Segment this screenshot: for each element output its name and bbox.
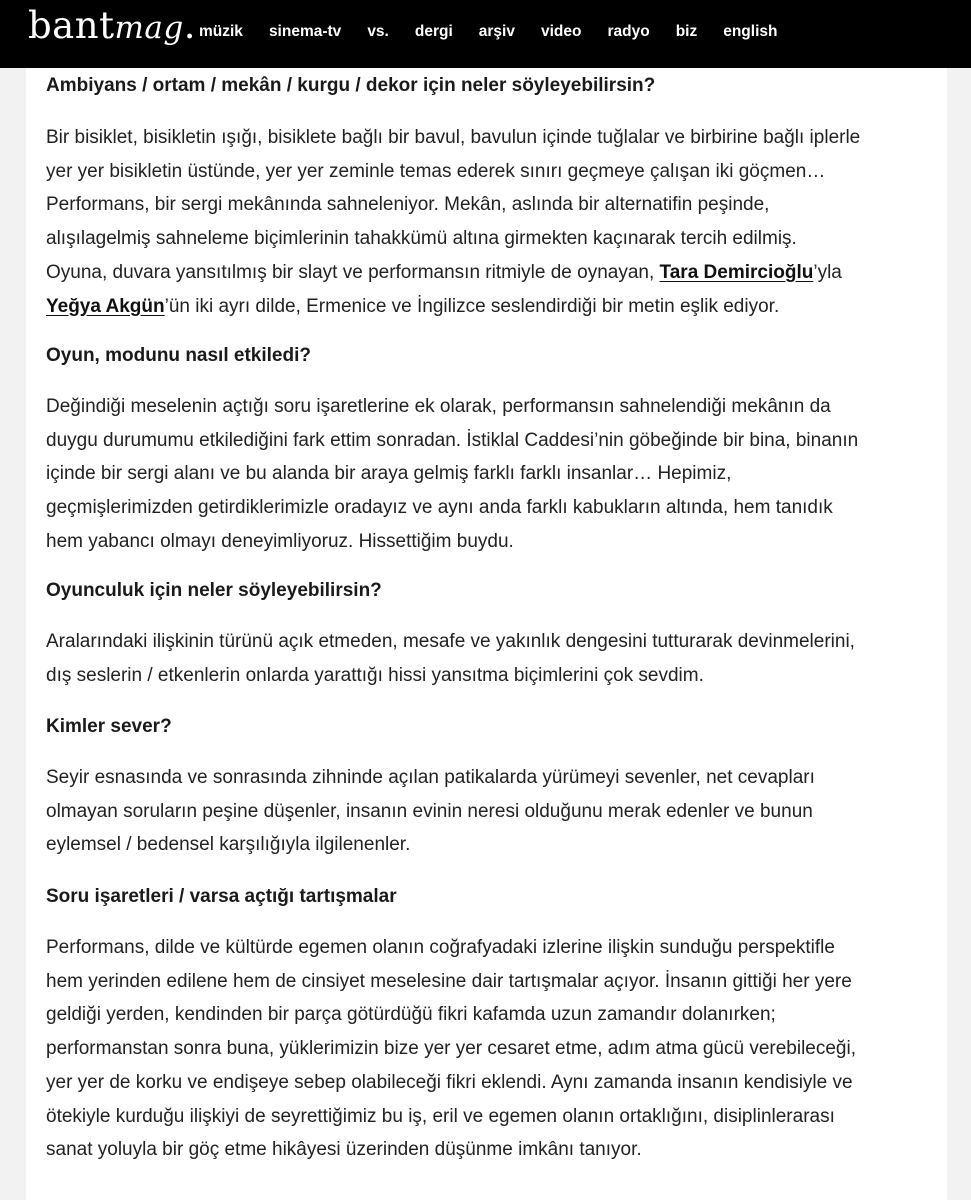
answer-line: Bir bisiklet, bisikletin ışığı, bisiklete bağlı bir bavul, bavulun içinde tuğlalar ve birbirine bağlı iplerle [46, 127, 861, 148]
answer-text: ’ün iki ayrı dilde, Ermenice ve İngilizce seslendirdiği bir metin eşlik ediyor. [164, 295, 780, 317]
answer-line: geldiği yerden, kendinden bir parça götürdüğü fikri kafamda uzun zamandır dolanırken; [46, 1004, 776, 1026]
answer-line: yer yer de korku ve endişeye sebep olabileceği fikri eklendi. Aynı zamanda insanın kendisiyle ve [46, 1071, 853, 1093]
nav-item-dergi[interactable]: dergi [414, 23, 453, 40]
nav-item-muzik[interactable]: müzik [199, 23, 243, 40]
nav-item-video[interactable]: video [540, 23, 582, 40]
answer-line: geçmişlerimizden getirdiklerimizle oradayız ve aynı anda farklı kabukların altında, hem tanıdık [46, 497, 833, 519]
nav-item-arsiv[interactable]: arşiv [478, 23, 515, 40]
answer-oyunculuk [46, 625, 855, 692]
nav-item-biz[interactable]: biz [675, 23, 698, 40]
question-kimler-sever: Kimler sever? [46, 716, 172, 737]
link-yegya-akgun[interactable]: Yeğya Akgün [46, 295, 165, 317]
question-oyunculuk: Oyunculuk için neler söyleyebilirsin? [46, 580, 382, 601]
answer-line: performanstan sonra buna, yüklerimizin bize yer yer cesaret etme, adım atma gücü verebileceği, [46, 1038, 856, 1060]
answer-line [46, 290, 860, 324]
answer-line: Seyir esnasında ve sonrasında zihninde açılan patikalarda yürümeyi sevenler, net cevapları [46, 767, 815, 788]
answer-line: duygu durumumu etkilediğini fark ettim sonradan. İstiklal Caddesi’nin göbeğinde bir bina, binanın [46, 429, 859, 451]
answer-line: eylemsel / bedensel karşılığıyla ilgilenenler. [46, 834, 411, 856]
answer-line: dış seslerin / etkenlerin onlarda yarattığı hissi yansıtma biçimlerini çok sevdim. [46, 664, 704, 686]
answer-line: hem yerinden edilene hem de cinsiyet meselesine dair tartışmalar açıyor. İnsanın gittiği her yere [46, 970, 852, 992]
answer-ambiyans [46, 121, 860, 323]
answer-line: alışılagelmiş sahneleme biçimlerinin tahakkümü altına girmekten kaçınarak tercih edilmiş. [46, 228, 797, 250]
answer-line: yer yer bisikletin üstünde, yer yer zeminle temas ederek sınırı geçmeye çalışan iki göçmen… [46, 160, 826, 182]
logo-text-bant: bant [28, 4, 115, 47]
answer-line: Aralarındaki ilişkinin türünü açık etmeden, mesafe ve yakınlık dengesini tutturarak devinmelerini, [46, 631, 855, 652]
answer-text: Oyuna, duvara yansıtılmış bir slayt ve performansın ritmiyle de oynayan, [46, 261, 660, 283]
top-navigation-bar [0, 0, 971, 68]
question-ambiyans: Ambiyans / ortam / mekân / kurgu / dekor için neler söyleyebilirsin? [46, 75, 656, 96]
answer-line: içinde bir sergi alanı ve bu alanda bir araya gelmiş farklı farklı insanlar… Hepimiz, [46, 463, 732, 485]
nav-item-english[interactable]: english [723, 23, 778, 40]
question-oyun-modu: Oyun, modunu nasıl etkiledi? [46, 345, 311, 366]
nav-item-radyo[interactable]: radyo [607, 23, 650, 40]
answer-line: olmayan soruların peşine düşenler, insanın evinin neresi olduğunu merak edenler ve bunun [46, 800, 813, 822]
site-logo[interactable] [28, 4, 196, 50]
answer-line: Performans, bir sergi mekânında sahneleniyor. Mekân, aslında bir alternatifin peşinde, [46, 194, 770, 216]
main-nav [199, 21, 803, 43]
answer-line: Değindiği meselenin açtığı soru işaretlerine ek olarak, performansın sahnelendiği mekânın da [46, 396, 831, 417]
nav-item-vs[interactable]: vs. [367, 23, 389, 40]
logo-text-mag: mag [114, 10, 184, 46]
answer-soru-isaretleri [46, 931, 856, 1167]
answer-kimler-sever [46, 761, 815, 862]
answer-line: Performans, dilde ve kültürde egemen olanın coğrafyadaki izlerine ilişkin sunduğu perspektifle [46, 937, 835, 958]
nav-item-sinema-tv[interactable]: sinema-tv [268, 23, 342, 40]
link-tara-demircioglu[interactable]: Tara Demircioğlu [659, 261, 814, 283]
answer-line: hem yabancı olmayı deneyimliyoruz. Hissettiğim buydu. [46, 530, 514, 552]
answer-line: ötekiyle kurduğu ilişkiyi de seyrettiğimiz bu iş, eril ve egemen olanın ortaklığını, disiplinlerarası [46, 1105, 835, 1127]
question-soru-isaretleri: Soru işaretleri / varsa açtığı tartışmalar [46, 886, 397, 907]
answer-line [46, 256, 860, 290]
logo-dot: . [183, 4, 196, 47]
answer-line: sanat yoluyla bir göç etme hikâyesi üzerinden düşünme imkânı tanıyor. [46, 1139, 642, 1161]
answer-text: ’yla [813, 261, 842, 283]
answer-oyun-modu [46, 390, 858, 559]
